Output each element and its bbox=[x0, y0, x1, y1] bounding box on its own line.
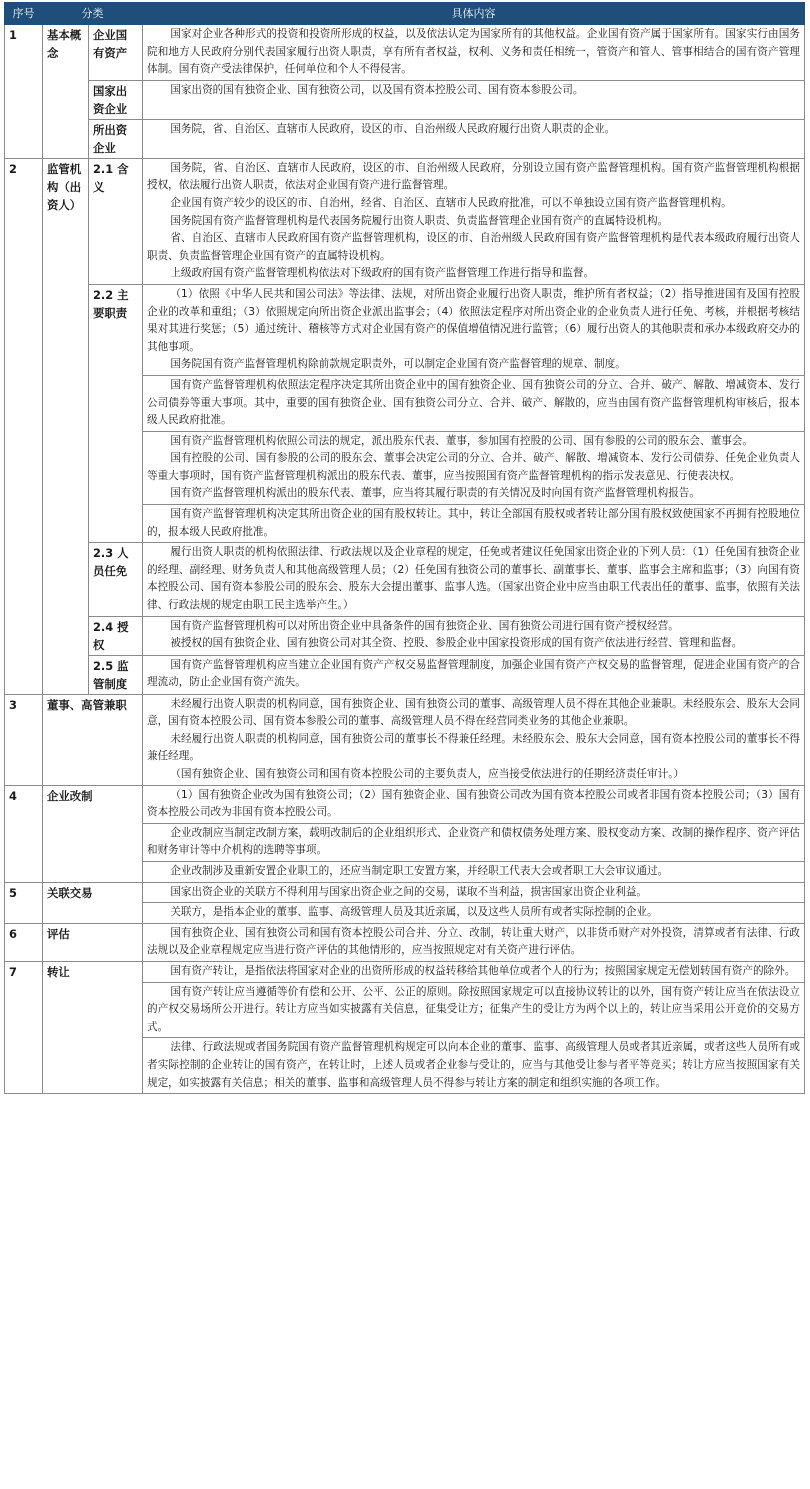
section-number: 3 bbox=[5, 694, 43, 785]
content-paragraph: 国有资产监督管理机构派出的股东代表、董事，应当将其履行职责的有关情况及时向国有资产监督管理机构报告。 bbox=[170, 487, 700, 500]
content-cell bbox=[143, 25, 805, 81]
content-paragraph: 国有独资企业、国有独资公司和国有资本控股公司合并、分立、改制，转让重大财产，以非货币财产对外投资，清算或者有法律、行政法规以及企业章程规定应当进行资产评估的其他情形的，应当按照规定对有关资产进行评估。 bbox=[147, 926, 800, 957]
content-cell bbox=[143, 616, 805, 655]
content-cell bbox=[143, 882, 805, 903]
content-cell bbox=[143, 982, 805, 1038]
content-cell bbox=[143, 903, 805, 924]
section-category: 监管机构（出资人） bbox=[43, 158, 89, 694]
section-category: 评估 bbox=[43, 923, 143, 961]
content-paragraph: 被授权的国有独资企业、国有独资公司对其全资、控股、参股企业中国家投资形成的国有资产依法进行经营、管理和监督。 bbox=[170, 637, 743, 650]
content-paragraph: 国务院国有资产监督管理机构除前款规定职责外，可以制定企业国有资产监督管理的规章、制度。 bbox=[170, 358, 626, 371]
content-paragraph: 国务院国有资产监督管理机构是代表国务院履行出资人职责、负责监督管理企业国有资产的直属特设机构。 bbox=[170, 214, 669, 227]
law-summary-table bbox=[4, 2, 805, 1094]
content-paragraph: 履行出资人职责的机构依照法律、行政法规以及企业章程的规定，任免或者建议任免国家出资企业的下列人员：（1）任免国有独资企业的经理、副经理、财务负责人和其他高级管理人员；（2）任免国有独资公司的董事长、副董事长、董事、监事会主席和监事；（3）向国有资本控股公司、国有资本参股公司的股东会、股东大会提出董事、监事人选。（国家出资企业中应当由职工代表出任的董事、监事，依照有关法律、行政法规的规定由职工民主选举产生。） bbox=[147, 546, 800, 612]
content-cell bbox=[143, 431, 805, 504]
content-paragraph: 国家出资的国有独资企业、国有独资公司，以及国有资本控股公司、国有资本参股公司。 bbox=[170, 83, 584, 96]
content-paragraph: 省、自治区、直辖市人民政府国有资产监督管理机构，设区的市、自治州级人民政府国有资产监督管理机构是代表本级政府履行出资人职责、负责监督管理企业国有资产的直属特设机构。 bbox=[147, 232, 800, 262]
content-paragraph: 关联方，是指本企业的董事、监事、高级管理人员及其近亲属，以及这些人员所有或者实际控制的企业。 bbox=[170, 906, 658, 919]
content-paragraph: 国务院，省、自治区、直辖市人民政府，设区的市、自治州级人民政府，分别设立国有资产监督管理机构。国有资产监督管理机构根据授权，依法履行出资人职责，依法对企业国有资产进行监督管理。 bbox=[147, 161, 800, 192]
subcategory-label: 企业国有资产 bbox=[89, 25, 143, 81]
content-paragraph: 国有资产监督管理机构决定其所出资企业的国有股权转让。其中，转让全部国有股权或者转让部分国有股权致使国家不再拥有控股地位的，报本级人民政府批准。 bbox=[147, 508, 800, 538]
table-row bbox=[5, 785, 805, 823]
content-cell bbox=[143, 961, 805, 982]
header-content: 具体内容 bbox=[143, 3, 805, 25]
content-paragraph: 未经履行出资人职责的机构同意，国有独资企业、国有独资公司的董事、高级管理人员不得在其他企业兼职。未经股东会、股东大会同意，国有资本控股公司、国有资本参股公司的董事、高级管理人员不得在经营同类业务的其他企业兼职。 bbox=[147, 697, 800, 728]
subcategory-label: 2.3 人员任免 bbox=[89, 543, 143, 616]
subcategory-label: 国家出资企业 bbox=[89, 80, 143, 119]
content-paragraph: 国有资产转让应当遵循等价有偿和公开、公平、公正的原则。除按照国家规定可以直接协议转让的以外，国有资产转让应当在依法设立的产权交易场所公开进行。转让方应当如实披露有关信息，征集受让方；征集产生的受让方为两个以上的，转让应当采用公开竞价的交易方式。 bbox=[147, 985, 800, 1033]
table-row bbox=[5, 119, 805, 158]
content-cell bbox=[143, 785, 805, 823]
content-cell bbox=[143, 119, 805, 158]
content-paragraph: 国有资产监督管理机构应当建立企业国有资产产权交易监督管理制度，加强企业国有资产产权交易的监督管理，促进企业国有资产的合理流动，防止企业国有资产流失。 bbox=[147, 658, 800, 689]
subcategory-label: 2.1 含义 bbox=[89, 158, 143, 284]
content-cell bbox=[143, 655, 805, 694]
section-category: 关联交易 bbox=[43, 882, 143, 923]
section-number: 4 bbox=[5, 785, 43, 882]
section-category: 基本概念 bbox=[43, 25, 89, 159]
table-row bbox=[5, 25, 805, 81]
section-number: 5 bbox=[5, 882, 43, 923]
content-paragraph: （国有独资企业、国有独资公司和国有资本控股公司的主要负责人，应当接受依法进行的任期经济责任审计。） bbox=[170, 768, 685, 780]
content-cell bbox=[143, 505, 805, 543]
section-number: 6 bbox=[5, 923, 43, 961]
header-category: 分类 bbox=[43, 3, 143, 25]
content-cell bbox=[143, 80, 805, 119]
content-cell bbox=[143, 1038, 805, 1094]
section-number: 1 bbox=[5, 25, 43, 159]
table-header-row bbox=[5, 3, 805, 25]
content-paragraph: 国有资产转让，是指依法将国家对企业的出资所形成的权益转移给其他单位或者个人的行为；按照国家规定无偿划转国有资产的除外。 bbox=[170, 964, 796, 977]
table-row bbox=[5, 655, 805, 694]
content-cell bbox=[143, 158, 805, 284]
content-cell bbox=[143, 694, 805, 785]
content-cell bbox=[143, 823, 805, 861]
content-paragraph: 法律、行政法规或者国务院国有资产监督管理机构规定可以向本企业的董事、监事、高级管理人员或者其近亲属，或者这些人员所有或者实际控制的企业转让的国有资产，在转让时，上述人员或者企业参与受让的，应当与其他受让参与者平等竞买；转让方应当按照国家有关规定，如实披露有关信息；相关的董事、监事和高级管理人员不得参与转让方案的制定和组织实施的各项工作。 bbox=[147, 1041, 800, 1089]
content-cell bbox=[143, 375, 805, 431]
section-category: 企业改制 bbox=[43, 785, 143, 882]
table-row bbox=[5, 694, 805, 785]
table-row bbox=[5, 923, 805, 961]
content-cell bbox=[143, 284, 805, 375]
subcategory-label: 所出资企业 bbox=[89, 119, 143, 158]
content-cell bbox=[143, 861, 805, 882]
content-paragraph: 国有控股的公司、国有参股的公司的股东会、董事会决定公司的分立、合并、破产、解散、增减资本、发行公司债券、任免企业负责人等重大事项时，国有资产监督管理机构派出的股东代表、董事，应当按照国有资产监督管理机构的指示发表意见、行使表决权。 bbox=[147, 452, 800, 482]
content-paragraph: 国有资产监督管理机构依照公司法的规定，派出股东代表、董事，参加国有控股的公司、国有参股的公司的股东会、董事会。 bbox=[170, 434, 753, 447]
content-paragraph: （1）国有独资企业改为国有独资公司；（2）国有独资企业、国有独资公司改为国有资本控股公司或者非国有资本控股公司；（3）国有资本控股公司改为非国有资本控股公司。 bbox=[147, 788, 800, 819]
table-row bbox=[5, 616, 805, 655]
content-paragraph: 上级政府国有资产监督管理机构依法对下级政府的国有资产监督管理工作进行指导和监督。 bbox=[170, 267, 595, 280]
table-row bbox=[5, 80, 805, 119]
subcategory-label: 2.5 监管制度 bbox=[89, 655, 143, 694]
content-paragraph: 未经履行出资人职责的机构同意，国有独资公司的董事长不得兼任经理。未经股东会、股东大会同意，国有资本控股公司的董事长不得兼任经理。 bbox=[147, 732, 800, 763]
table-row bbox=[5, 543, 805, 616]
subcategory-label: 2.2 主要职责 bbox=[89, 284, 143, 542]
content-cell bbox=[143, 923, 805, 961]
content-paragraph: （1）依照《中华人民共和国公司法》等法律、法规，对所出资企业履行出资人职责，维护所有者权益；（2）指导推进国有及国有控股企业的改革和重组；（3）依照规定向所出资企业派出监事会；（4）依照法定程序对所出资企业的企业负责人进行任免、考核，并根据考核结果对其进行奖惩；（5）通过统计、稽核等方式对企业国有资产的保值增值情况进行监管；（6）履行出资人的其他职责和承办本级政府交办的其他事项。 bbox=[147, 287, 800, 353]
subcategory-label: 2.4 授权 bbox=[89, 616, 143, 655]
content-paragraph: 企业改制涉及重新安置企业职工的，还应当制定职工安置方案，并经职工代表大会或者职工大会审议通过。 bbox=[170, 864, 669, 877]
section-category: 董事、高管兼职 bbox=[43, 694, 143, 785]
header-number: 序号 bbox=[5, 3, 43, 25]
content-paragraph: 国有资产监督管理机构依照法定程序决定其所出资企业中的国有独资企业、国有独资公司的分立、合并、破产、解散、增减资本、发行公司债券等重大事项。其中，重要的国有独资企业、国有独资公司分立、合并、破产、解散的，应当由国有资产监督管理机构审核后，报本级人民政府批准。 bbox=[147, 378, 800, 427]
content-paragraph: 国务院，省、自治区、直辖市人民政府，设区的市、自治州级人民政府履行出资人职责的企业。 bbox=[170, 122, 616, 135]
table-row bbox=[5, 284, 805, 375]
content-paragraph: 国家出资企业的关联方不得利用与国家出资企业之间的交易，谋取不当利益，损害国家出资企业利益。 bbox=[170, 885, 648, 898]
content-paragraph: 国家对企业各种形式的投资和投资所形成的权益，以及依法认定为国家所有的其他权益。企业国有资产属于国家所有。国家实行由国务院和地方人民政府分别代表国家履行出资人职责，享有所有者权益，权利、义务和责任相统一，管资产和管人、管事相结合的国有资产管理体制。国有资产受法律保护，任何单位和个人不得侵害。 bbox=[147, 28, 800, 76]
content-cell bbox=[143, 543, 805, 616]
content-paragraph: 企业改制应当制定改制方案，载明改制后的企业组织形式、企业资产和债权债务处理方案、股权变动方案、改制的操作程序、资产评估和财务审计等中介机构的选聘等事项。 bbox=[147, 826, 800, 857]
section-number: 2 bbox=[5, 158, 43, 694]
table-row bbox=[5, 961, 805, 982]
content-paragraph: 企业国有资产较少的设区的市、自治州，经省、自治区、直辖市人民政府批准，可以不单独设立国有资产监督管理机构。 bbox=[170, 196, 732, 209]
section-number: 7 bbox=[5, 961, 43, 1093]
table-row bbox=[5, 882, 805, 903]
section-category: 转让 bbox=[43, 961, 143, 1093]
table-row bbox=[5, 158, 805, 284]
content-paragraph: 国有资产监督管理机构可以对所出资企业中具备条件的国有独资企业、国有独资公司进行国有资产授权经营。 bbox=[170, 619, 679, 632]
